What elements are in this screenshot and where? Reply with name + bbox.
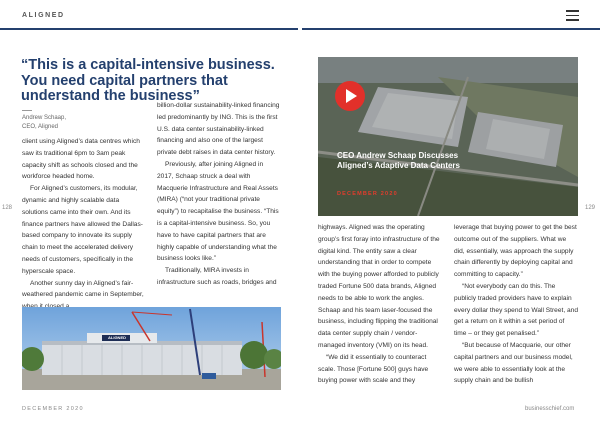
paragraph: Another sunny day in Aligned’s fair-weathered pandemic came in September, [22, 279, 144, 299]
header-rule-left [0, 28, 298, 30]
play-icon[interactable] [335, 81, 365, 111]
paragraph: leverage that buying power to get the best outcome out of the suppliers. What we did, essentially, was approach the supply chain differently by deploying capital and committing to capacity.” [454, 224, 577, 279]
text-column-3 [318, 222, 442, 387]
data-center-construction-photo [22, 307, 281, 390]
paragraph: For Aligned’s customers, its modular, dynamic and highly scalable data solutions came into their own. And its finance partners have allowed the Dallas-based company to innovate its supply chain to meet the accelerated delivery needs of customers, specifically in the hyperscale space. [22, 185, 143, 275]
brand-logo[interactable]: ALIGNED [22, 12, 65, 19]
quote-attribution [22, 114, 66, 132]
page-number-left: 128 [2, 205, 13, 211]
hamburger-menu-icon[interactable] [566, 10, 579, 21]
video-player[interactable] [318, 57, 578, 216]
paragraph: Traditionally, MIRA invests in infrastructure such as roads, bridges and [157, 267, 277, 286]
video-title-line-2: Aligned’s Adaptive Data Centers [337, 161, 460, 170]
paragraph: “We did it essentially to counteract scale. Those [Fortune 500] guys have buying power with scale and they [318, 353, 429, 385]
text-column-4 [454, 222, 578, 387]
author-divider [22, 110, 32, 111]
video-date: DECEMBER 2020 [337, 191, 398, 197]
building-sign-text: ALIGNED [108, 335, 126, 340]
paragraph: billion-dollar sustainability-linked financing led predominantly by ING. This is the first U.S. data center sustainability-linked financing and also one of the largest private debt raises in data center history. [157, 102, 280, 157]
paragraph: highways. Aligned was the operating group’s first foray into infrastructure of the digital kind. The entity saw a clear understanding that in order to compete with the buying power afforded to publicly traded Fortune 500 data brands, Aligned needs to be able to work the angles. Schaap and his team laser-focused the business, including flipping the traditional data center supply chain / vendor-managed inventory (VMI) on its head. [318, 224, 440, 349]
top-bar [0, 0, 600, 30]
paragraph: Previously, after joining Aligned in 2017, Schaap struck a deal with Macquerie Infrastructure and Real Assets (MIRA) (“not your traditional private equity”) to recapitalise the business. “This is a capital-intensive business. So, you have to have capital partners that are highly capable of understanding what the business looks like.” [157, 160, 279, 263]
page-number-right: 129 [585, 205, 596, 211]
footer-issue-date: DECEMBER 2020 [22, 406, 84, 412]
text-column-1 [22, 136, 144, 313]
pull-quote: “This is a capital-intensive business. You need capital partners that understand the business” [21, 57, 275, 104]
author-name: Andrew Schaap, [22, 115, 67, 121]
video-title [337, 151, 460, 171]
header-rule-right [302, 28, 600, 30]
paragraph: “Not everybody can do this. The publicly traded providers have to explain every dollar they spend to Wall Street, and get a return on it within a set period of time – or they get penalised.” [454, 282, 579, 338]
video-title-line-1: CEO Andrew Schaap Discusses [337, 151, 459, 160]
paragraph: “But because of Macquarie, our other capital partners and our business model, we were able to essentially look at the supply chain and be bullish [454, 341, 573, 385]
author-title: CEO, Aligned [22, 124, 59, 130]
paragraph: client using Aligned’s data centres which saw its traditional 6pm to 3am peak capacity shift as schools closed and the workforce headed home. [22, 138, 140, 181]
text-column-2 [157, 100, 281, 289]
footer-website-link[interactable]: businesschief.com [525, 406, 575, 412]
construction-photo-illustration [22, 307, 281, 390]
